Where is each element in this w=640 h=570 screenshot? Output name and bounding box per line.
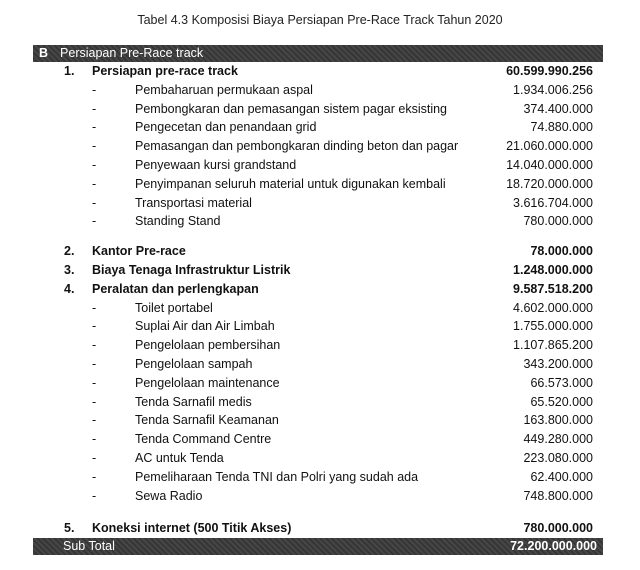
row-amount: 780.000.000: [523, 521, 593, 536]
subtotal-amount: 72.200.000.000: [510, 539, 597, 554]
table-row-item1: [33, 62, 603, 81]
row-dash: -: [92, 432, 97, 447]
subitem-amount: 748.800.000: [523, 488, 593, 503]
row-dash: -: [92, 214, 97, 229]
row-amount: 60.599.990.256: [506, 64, 593, 78]
row-dash: -: [92, 195, 97, 210]
subitem-label: Pengelolaan maintenance: [135, 375, 280, 390]
section-code: B: [39, 46, 49, 60]
subitem-amount: 18.720.000.000: [506, 176, 593, 191]
table-row-subitem: [33, 299, 603, 318]
table-row-subitem: [33, 393, 603, 412]
subitem-amount: 4.602.000.000: [513, 300, 593, 315]
subitem-label: Tenda Sarnafil medis: [135, 394, 252, 409]
row-dash: -: [92, 338, 97, 353]
table-row-subitem: [33, 100, 603, 119]
subitem-amount: 780.000.000: [523, 214, 593, 229]
subitem-amount: 65.520.000: [530, 394, 593, 409]
subitem-label: Pengelolaan sampah: [135, 356, 253, 371]
subitem-amount: 1.107.865.200: [513, 338, 593, 353]
row-dash: -: [92, 450, 97, 465]
row-dash: -: [92, 300, 97, 315]
row-label: Persiapan pre-race track: [92, 64, 238, 78]
row-amount: 78.000.000: [530, 244, 593, 259]
subitem-label: Sewa Radio: [135, 488, 203, 503]
row-amount: 9.587.518.200: [513, 281, 593, 296]
table-row-subitem: [33, 175, 603, 194]
cost-table: [33, 45, 603, 555]
subitem-amount: 1.934.006.256: [513, 82, 593, 97]
subitem-amount: 343.200.000: [523, 356, 593, 371]
row-dash: -: [92, 82, 97, 97]
subitem-amount: 1.755.000.000: [513, 319, 593, 334]
table-row-item2: [33, 242, 603, 261]
subitem-amount: 374.400.000: [523, 101, 593, 116]
row-label: Koneksi internet (500 Titik Akses): [92, 521, 292, 536]
row-number: 3.: [64, 262, 75, 277]
row-dash: -: [92, 469, 97, 484]
row-number: 5.: [64, 521, 75, 536]
table-row-subitem: [33, 156, 603, 175]
subitem-amount: 66.573.000: [530, 375, 593, 390]
table-row-subitem: [33, 487, 603, 506]
subitem-label: Standing Stand: [135, 214, 221, 229]
subitem-label: Pengelolaan pembersihan: [135, 338, 281, 353]
table-row-item3: [33, 261, 603, 280]
subitem-amount: 3.616.704.000: [513, 195, 593, 210]
subitem-label: Pemasangan dan pembongkaran dinding beton dan pagar: [135, 139, 459, 154]
table-row-subitem: [33, 317, 603, 336]
table-row-subitem: [33, 118, 603, 137]
table-row-subitem: [33, 212, 603, 231]
subitem-amount: 14.040.000.000: [506, 157, 593, 172]
subitem-label: AC untuk Tenda: [135, 450, 224, 465]
item4-subitems: [33, 299, 603, 506]
subitem-label: Pemeliharaan Tenda TNI dan Polri yang sudah ada: [135, 469, 419, 484]
subitem-label: Toilet portabel: [135, 300, 213, 315]
table-row-subitem: [33, 374, 603, 393]
row-dash: -: [92, 394, 97, 409]
subitem-label: Transportasi material: [135, 195, 252, 210]
row-dash: -: [92, 157, 97, 172]
table-row-subitem: [33, 194, 603, 213]
item1-subitems: [33, 81, 603, 231]
row-label: Biaya Tenaga Infrastruktur Listrik: [92, 262, 291, 277]
subitem-amount: 74.880.000: [530, 120, 593, 135]
row-dash: -: [92, 176, 97, 191]
table-row-subitem: [33, 137, 603, 156]
table-row-subitem: [33, 411, 603, 430]
subitem-amount: 21.060.000.000: [506, 139, 593, 154]
subitem-amount: 223.080.000: [523, 450, 593, 465]
table-row-subitem: [33, 468, 603, 487]
subitem-amount: 163.800.000: [523, 413, 593, 428]
row-label: Peralatan dan perlengkapan: [92, 281, 259, 296]
row-number: 2.: [64, 244, 75, 259]
table-row-subitem: [33, 430, 603, 449]
table-row-subitem: [33, 81, 603, 100]
subtotal-row: [33, 538, 603, 555]
section-label: Persiapan Pre-Race track: [60, 46, 204, 60]
row-dash: -: [92, 356, 97, 371]
row-number: 1.: [64, 64, 75, 78]
subitem-label: Tenda Command Centre: [135, 432, 272, 447]
subitem-amount: 449.280.000: [523, 432, 593, 447]
subtotal-label: Sub Total: [63, 539, 115, 554]
subitem-label: Pembaharuan permukaan aspal: [135, 82, 313, 97]
subitem-label: Penyimpanan seluruh material untuk digunakan kembali: [135, 176, 446, 191]
row-number: 4.: [64, 281, 75, 296]
subitem-amount: 62.400.000: [530, 469, 593, 484]
table-row-subitem: [33, 449, 603, 468]
table-row-subitem: [33, 336, 603, 355]
row-dash: -: [92, 139, 97, 154]
table-row-item5: [33, 519, 603, 538]
subitem-label: Pengecetan dan penandaan grid: [135, 120, 317, 135]
table-caption: Tabel 4.3 Komposisi Biaya Persiapan Pre-Race Track Tahun 2020: [137, 13, 503, 27]
row-amount: 1.248.000.000: [513, 262, 593, 277]
row-dash: -: [92, 319, 97, 334]
subitem-label: Pembongkaran dan pemasangan sistem pagar eksisting: [135, 101, 447, 116]
subitem-label: Tenda Sarnafil Keamanan: [135, 413, 279, 428]
subitem-label: Suplai Air dan Air Limbah: [135, 319, 275, 334]
row-dash: -: [92, 120, 97, 135]
table-row-subitem: [33, 355, 603, 374]
row-dash: -: [92, 375, 97, 390]
row-dash: -: [92, 101, 97, 116]
table-row-item4: [33, 280, 603, 299]
row-dash: -: [92, 488, 97, 503]
row-label: Kantor Pre-race: [92, 244, 186, 259]
row-dash: -: [92, 413, 97, 428]
subitem-label: Penyewaan kursi grandstand: [135, 157, 297, 172]
section-header-row: [33, 45, 603, 62]
